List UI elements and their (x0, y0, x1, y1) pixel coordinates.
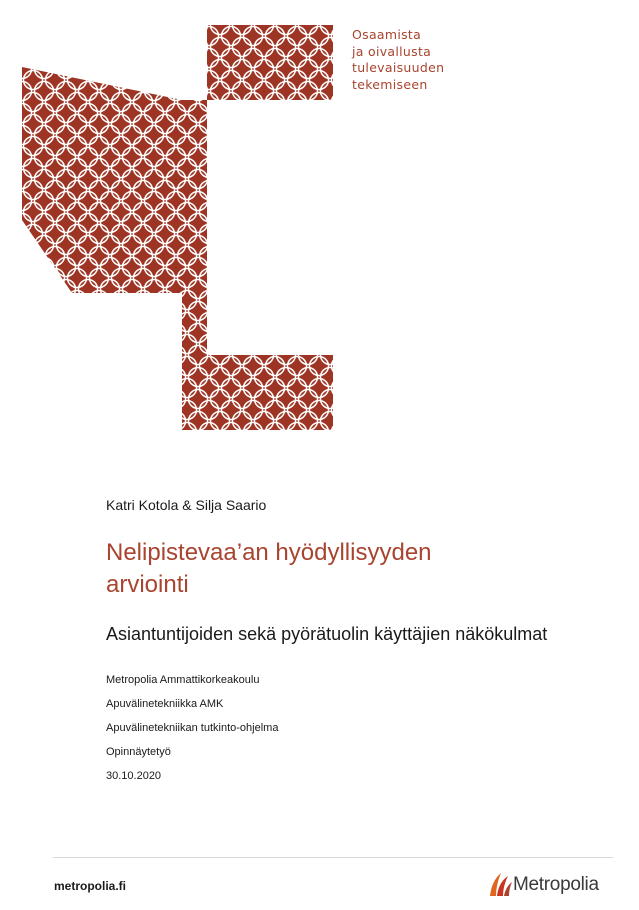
thesis-subtitle: Asiantuntijoiden sekä pyörätuolin käyttäjien näkökulmat (106, 624, 548, 644)
site-url: metropolia.fi (54, 879, 127, 893)
tagline-line: ja oivallusta (352, 43, 432, 59)
metropolia-m-logo (22, 25, 334, 430)
date: 30.10.2020 (106, 770, 162, 782)
institution: Metropolia Ammattikorkeakoulu (106, 674, 260, 686)
document-type: Opinnäytetyö (106, 746, 171, 758)
thesis-meta (106, 672, 278, 792)
authors: Katri Kotola & Silja Saario (106, 497, 267, 513)
footer-divider (53, 857, 613, 858)
metropolia-brand-logo (487, 868, 617, 900)
thesis-title (106, 537, 586, 601)
degree: Apuvälinetekniikka AMK (106, 698, 224, 710)
tagline-line: tulevaisuuden (352, 60, 445, 75)
tagline (352, 27, 444, 93)
title-line: arviointi (106, 571, 189, 598)
title-line: Nelipistevaa’an hyödyllisyyden (106, 539, 432, 566)
tagline-line: Osaamista (352, 27, 422, 42)
tagline-line: tekemiseen (352, 76, 428, 92)
metropolia-flame-icon (487, 870, 513, 898)
degree-programme: Apuvälinetekniikan tutkinto-ohjelma (106, 722, 279, 734)
brand-name: Metropolia (513, 874, 599, 895)
